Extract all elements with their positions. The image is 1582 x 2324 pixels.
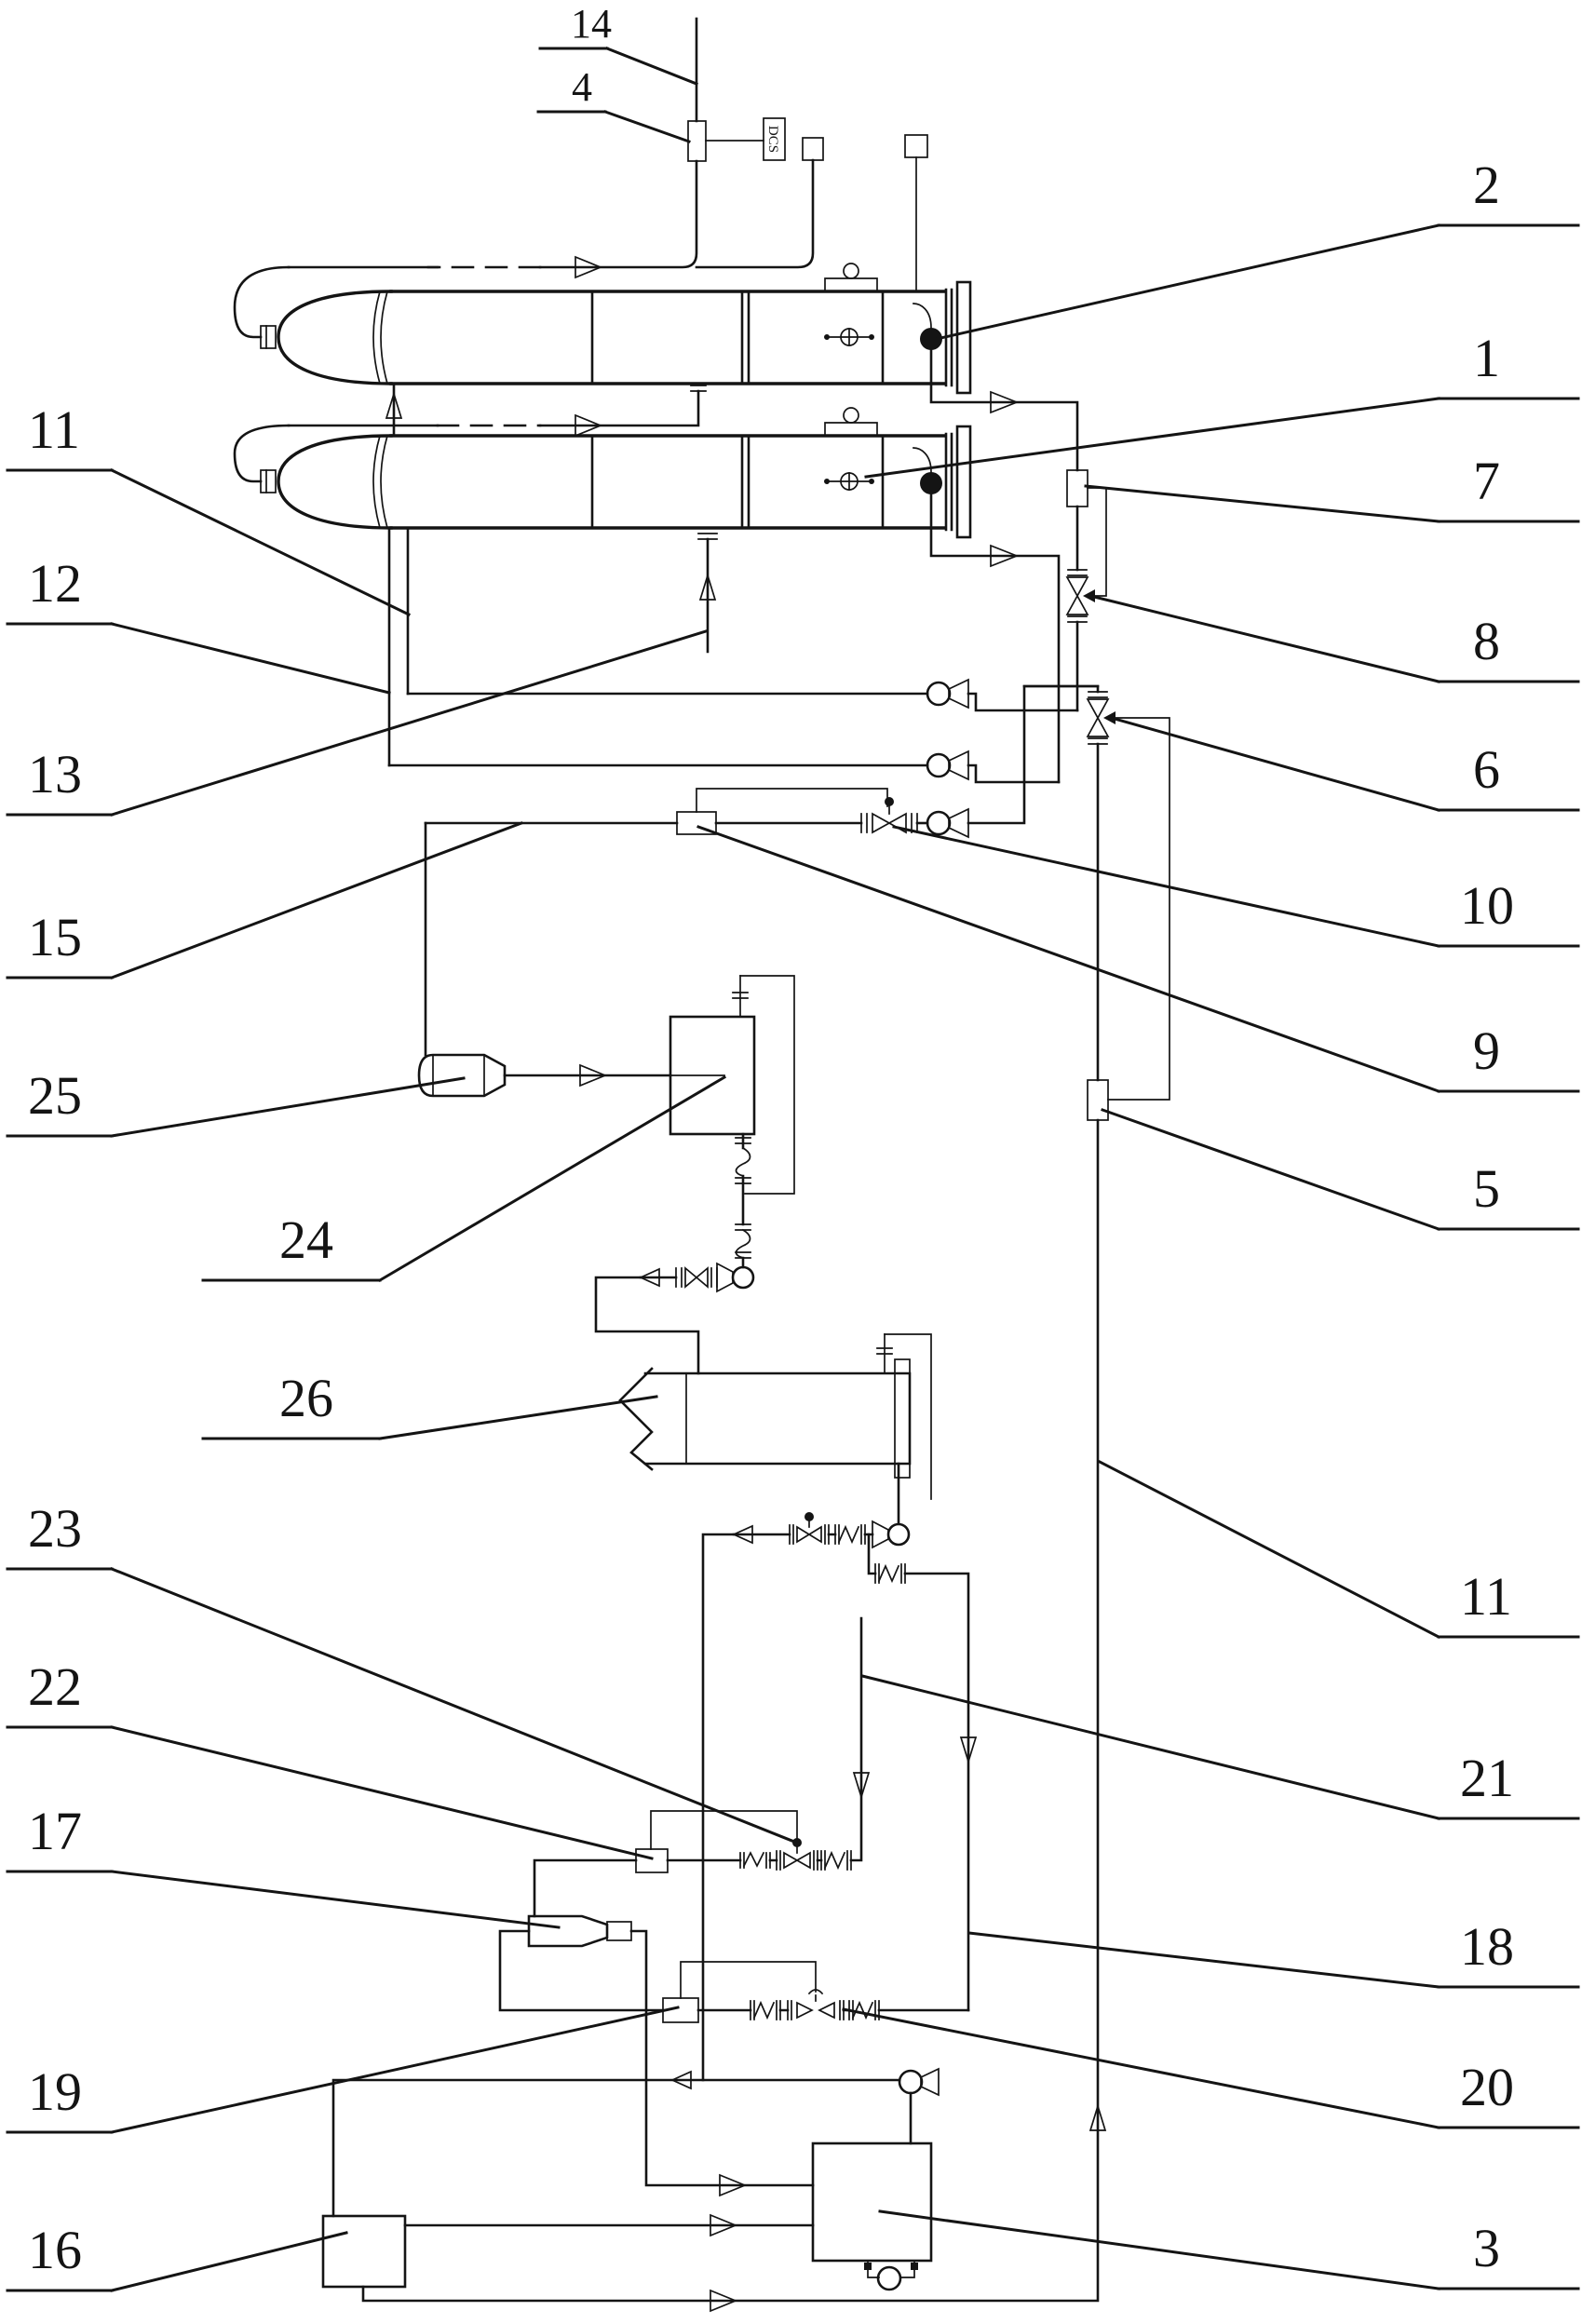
pump-horn: [949, 809, 968, 837]
tank-26-break-end: [620, 1369, 652, 1469]
leader-line: [112, 2233, 346, 2290]
leader-line: [380, 1077, 724, 1280]
leader-line: [112, 1871, 559, 1927]
leader-line: [380, 1397, 656, 1439]
dcs-box-label: DCS: [765, 125, 780, 154]
pump-icon: [899, 2071, 922, 2093]
leader-line: [1094, 597, 1439, 682]
leader-line: [862, 1676, 1439, 1818]
dot: [869, 479, 874, 484]
drain-valve-icon: [911, 2263, 918, 2270]
signal-9-to-10: [696, 789, 887, 812]
leader-line: [1102, 1110, 1439, 1229]
leader-line: [1115, 719, 1439, 810]
ref-label-21: 21: [1460, 1748, 1514, 1808]
ref-label-19: 19: [28, 2061, 82, 2122]
ref-label-20: 20: [1460, 2057, 1514, 2117]
signal-22: [651, 1811, 797, 1849]
leader-line: [112, 1727, 652, 1858]
pump-horn: [717, 1263, 733, 1291]
ejector-top-feed: [534, 1860, 636, 1916]
vessel-2-end-ticks: [946, 434, 952, 530]
valve-ticks: [788, 2001, 844, 2020]
ref-label-10: 10: [1460, 875, 1514, 936]
leader-line: [1086, 486, 1439, 521]
feeder-pump-25-icon: [419, 1055, 505, 1096]
thermo-line: [827, 329, 872, 345]
gauge-icon: [844, 408, 859, 423]
signal-7-to-8: [1088, 488, 1106, 596]
ref-label-4: 4: [572, 64, 592, 110]
leader-line: [844, 2009, 1439, 2128]
tank-3-icon: [813, 2143, 931, 2261]
vessel-2-left-nozzle: [261, 470, 276, 493]
line-21-branch: [869, 1534, 968, 2010]
horizontal-vessel-2: [235, 408, 970, 537]
leader-line: [937, 225, 1439, 339]
ref-label-17: 17: [28, 1801, 82, 1861]
ref-label-11: 11: [28, 399, 80, 460]
ref-label-2: 2: [1473, 155, 1500, 215]
leader-line: [112, 1569, 799, 1844]
vessel-2-flange: [957, 426, 970, 537]
pump-icon: [927, 812, 950, 834]
ref-label-11: 11: [1460, 1566, 1512, 1627]
ref-label-24: 24: [279, 1209, 333, 1270]
gauge-bracket: [825, 278, 877, 291]
header-2-right: [540, 391, 698, 426]
bottom-return-line: [363, 1120, 1098, 2301]
ref-label-16: 16: [28, 2220, 82, 2280]
control-valve-icon: [797, 1527, 821, 1542]
vessel-drain-drops: [389, 528, 408, 765]
vessel-1-flange: [957, 282, 970, 393]
dot: [824, 334, 830, 340]
pump-horn: [872, 1521, 888, 1547]
pump-rows: [389, 680, 1098, 837]
cooler-16-icon: [323, 2216, 405, 2287]
tank-3-drain: [868, 2261, 914, 2277]
ref-label-3: 3: [1473, 2218, 1500, 2278]
ejector-17-icon: [529, 1916, 607, 1946]
gate-valve-icon: [685, 1268, 708, 1287]
dip-tube: [913, 304, 931, 328]
row-1-jog: [968, 694, 1077, 710]
ref-label-26: 26: [279, 1368, 333, 1428]
dot: [869, 334, 874, 340]
tank-3-loop-top: [333, 2080, 899, 2216]
pump-horn: [949, 680, 968, 708]
leader-line: [112, 624, 389, 693]
leader-line: [698, 827, 1439, 1091]
pump-icon: [927, 754, 950, 777]
flowmeter-icon: [688, 121, 706, 161]
tank-26-plate: [895, 1359, 910, 1478]
control-valve-icon: [784, 1853, 810, 1868]
control-valve-icon: [797, 2003, 834, 2018]
valve-6-line: [1024, 686, 1098, 1080]
head-seam: [373, 436, 387, 528]
tank-26-icon: [645, 1373, 910, 1464]
drain-pump-icon: [878, 2267, 900, 2290]
ref-label-13: 13: [28, 744, 82, 804]
leader-line: [112, 2007, 678, 2132]
pump-icon: [733, 1267, 753, 1288]
leader-line: [112, 823, 521, 978]
feeder-seams: [433, 1055, 484, 1096]
pump-horn: [921, 2069, 939, 2095]
row-2-jog: [968, 765, 1059, 782]
leader-line: [605, 112, 689, 142]
ref-label-22: 22: [28, 1656, 82, 1717]
tank-26-vent: [877, 1334, 892, 1373]
head-seam: [373, 291, 387, 384]
header-1-bend: [540, 161, 696, 267]
bellows-joint-icon: [754, 2003, 774, 2018]
drain-valve-icon: [864, 2263, 872, 2270]
vacuum-train: [500, 1618, 968, 2196]
bellows-joint-icon: [744, 1853, 764, 1866]
bottom-section: [323, 718, 1170, 2311]
ref-label-1: 1: [1473, 328, 1500, 388]
ref-label-6: 6: [1473, 739, 1500, 800]
row-A-pipe: [668, 1618, 861, 1860]
ref-label-7: 7: [1473, 451, 1500, 511]
ejector-outlet: [631, 1931, 813, 2185]
signal-19: [681, 1962, 816, 1998]
pump-icon: [927, 682, 950, 705]
vessel-2-drain: [931, 494, 1059, 782]
ref-label-23: 23: [28, 1498, 82, 1559]
bellows-joint-icon: [839, 1527, 859, 1542]
instrument-box-5: [1088, 1080, 1108, 1120]
leader-line: [880, 2211, 1439, 2289]
ref-label-15: 15: [28, 907, 82, 967]
pump-horn: [949, 751, 968, 779]
ref-label-25: 25: [28, 1065, 82, 1126]
vessel-1-left-nozzle: [261, 326, 276, 348]
ref-label-12: 12: [28, 553, 82, 614]
feed-train: [419, 823, 794, 1373]
vessel-2-outlet-valve: [920, 472, 942, 494]
number-labels: [7, 1, 1578, 2290]
safety-valve-icon: [803, 138, 823, 160]
dot: [824, 479, 830, 484]
horizontal-vessel-1: [235, 263, 970, 393]
leader-line: [894, 827, 1439, 946]
pump-icon: [888, 1524, 909, 1545]
leader-line: [112, 1078, 464, 1136]
ejector-throat: [607, 1922, 631, 1940]
left-piping: [386, 385, 717, 765]
tank-24-to-26: [596, 1277, 698, 1373]
valve-10-actuator: [885, 797, 894, 806]
ref-label-8: 8: [1473, 611, 1500, 671]
leader-line: [1100, 1462, 1439, 1637]
bellows-joint-icon: [825, 1853, 845, 1868]
ref-label-14: 14: [571, 1, 612, 47]
instrument-box-7: [1067, 470, 1088, 507]
leader-line: [607, 48, 696, 84]
instrument-box-22: [636, 1849, 668, 1872]
leader-line: [969, 1933, 1439, 1987]
bellows-joint-icon: [879, 1566, 899, 1581]
ref-label-5: 5: [1473, 1158, 1500, 1219]
gauge-bracket: [825, 423, 877, 436]
gauge-icon: [844, 263, 859, 278]
tank-26: [620, 1334, 976, 2080]
signal-5-to-6: [1108, 718, 1170, 1100]
safety-valve-icon: [905, 135, 927, 157]
valve-actuator: [805, 1512, 814, 1521]
header-1-riser: [696, 160, 813, 267]
ref-label-9: 9: [1473, 1020, 1500, 1081]
ejector-suction: [500, 1931, 663, 2010]
ref-label-18: 18: [1460, 1916, 1514, 1977]
tank-24-vent: [733, 976, 748, 1017]
